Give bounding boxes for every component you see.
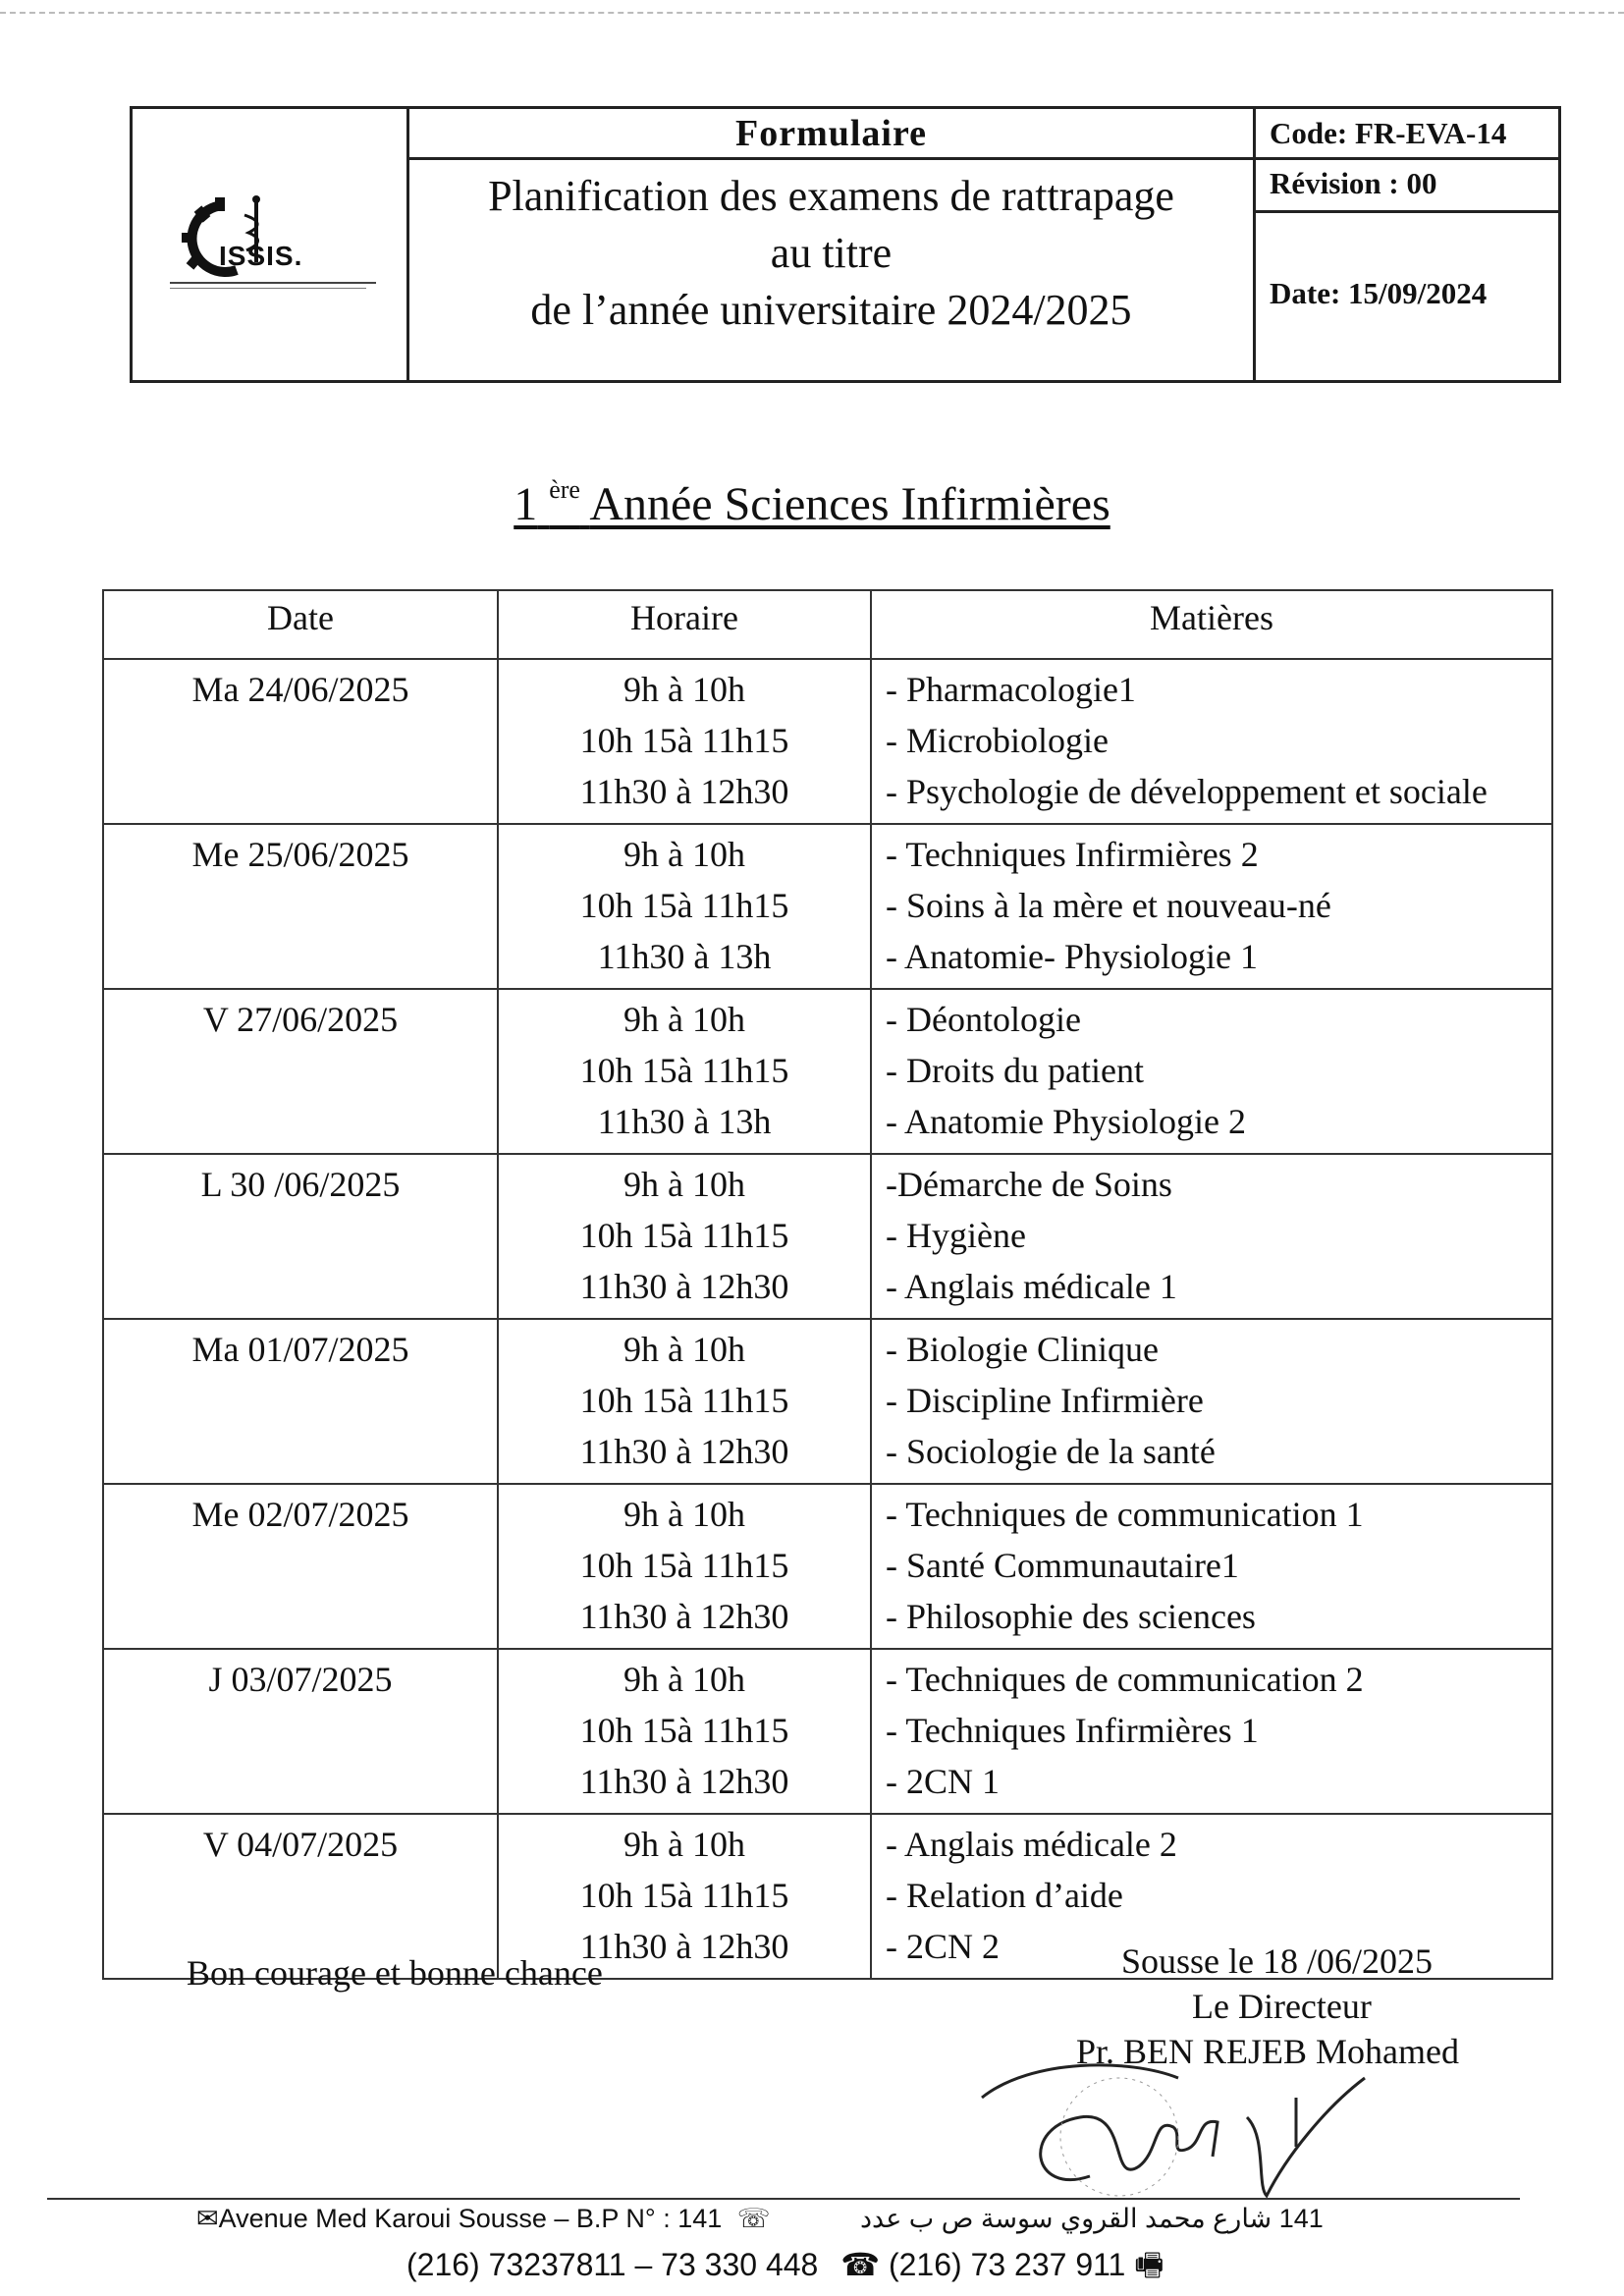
table-row xyxy=(103,1649,1552,1814)
exam-subject: - Sociologie de la santé xyxy=(886,1432,1216,1471)
exam-date: V 04/07/2025 xyxy=(202,1825,399,1864)
cell-matieres xyxy=(871,1319,1552,1484)
cell-matieres xyxy=(871,1649,1552,1814)
exam-date: Me 25/06/2025 xyxy=(191,835,409,874)
cell-horaire xyxy=(498,1154,871,1319)
handwritten-signature-icon xyxy=(972,2039,1384,2215)
exam-subject: - Techniques Infirmières 2 xyxy=(886,835,1259,874)
closing-message: Bon courage et bonne chance xyxy=(187,1953,603,1993)
exam-time: 10h 15à 11h15 xyxy=(579,1051,789,1090)
exam-time: 11h30 à 12h30 xyxy=(579,1267,789,1306)
section-title-text: Année Sciences Infirmières xyxy=(589,478,1110,530)
exam-subject: - Soins à la mère et nouveau-né xyxy=(886,886,1331,925)
document-header xyxy=(130,106,1561,383)
header-horaire: Horaire xyxy=(498,590,871,659)
exam-date: V 27/06/2025 xyxy=(202,1000,399,1039)
top-scan-edge xyxy=(0,12,1624,14)
exam-time: 9h à 10h xyxy=(623,1165,745,1204)
cell-matieres xyxy=(871,1484,1552,1649)
exam-time: 11h30 à 13h xyxy=(597,937,772,976)
table-row xyxy=(103,1154,1552,1319)
exam-subject: - Anatomie- Physiologie 1 xyxy=(886,937,1258,976)
address-text: Avenue Med Karoui Sousse – B.P N° : 141 xyxy=(218,2204,723,2233)
exam-time: 9h à 10h xyxy=(623,670,745,709)
footer-phones xyxy=(406,2243,1164,2296)
cell-date xyxy=(103,1649,498,1814)
header-title-cell xyxy=(409,109,1256,380)
exam-subject: -Démarche de Soins xyxy=(886,1165,1172,1204)
exam-subject: - Techniques Infirmières 1 xyxy=(886,1711,1259,1750)
exam-subject: - Anatomie Physiologie 2 xyxy=(886,1102,1246,1141)
phone-numbers: (216) 73237811 – 73 330 448 xyxy=(406,2247,819,2282)
address-arabic: 141 شارع محمد القروي سوسة ص ب عدد xyxy=(860,2204,1324,2233)
cell-horaire xyxy=(498,1484,871,1649)
cell-date xyxy=(103,1484,498,1649)
exam-time: 11h30 à 12h30 xyxy=(579,1597,789,1636)
exam-time: 11h30 à 13h xyxy=(597,1102,772,1141)
title-line-1: Planification des examens de rattrapage xyxy=(488,172,1174,220)
exam-subject: - Techniques de communication 2 xyxy=(886,1660,1364,1699)
section-title-number: 1 xyxy=(514,478,538,530)
exam-subject: - Pharmacologie1 xyxy=(886,670,1136,709)
header-matieres: Matières xyxy=(871,590,1552,659)
table-row xyxy=(103,659,1552,824)
exam-time: 9h à 10h xyxy=(623,1495,745,1534)
title-line-3: de l’année universitaire 2024/2025 xyxy=(530,286,1132,334)
cell-date xyxy=(103,989,498,1154)
exam-time: 9h à 10h xyxy=(623,835,745,874)
section-title xyxy=(0,475,1624,531)
exam-date: Ma 24/06/2025 xyxy=(191,670,409,709)
exam-time: 11h30 à 12h30 xyxy=(579,772,789,811)
envelope-icon: ✉ xyxy=(196,2204,219,2233)
director-name: Pr. BEN REJEB Mohamed xyxy=(1076,2032,1460,2071)
cell-horaire xyxy=(498,1649,871,1814)
exam-subject: - Discipline Infirmière xyxy=(886,1381,1204,1420)
exam-subject: - Droits du patient xyxy=(886,1051,1144,1090)
phone-icon: ☏ xyxy=(736,2204,771,2233)
cell-date xyxy=(103,1319,498,1484)
cell-matieres xyxy=(871,1154,1552,1319)
cell-matieres xyxy=(871,824,1552,989)
exam-subject: - Déontologie xyxy=(886,1000,1081,1039)
cell-horaire xyxy=(498,1319,871,1484)
exam-subject: - Santé Communautaire1 xyxy=(886,1546,1239,1585)
cell-date xyxy=(103,1154,498,1319)
exam-time: 9h à 10h xyxy=(623,1825,745,1864)
exam-subject: - Relation d’aide xyxy=(886,1876,1123,1915)
cell-horaire xyxy=(498,659,871,824)
table-row xyxy=(103,824,1552,989)
exam-schedule-table xyxy=(102,589,1553,1980)
logo-cell xyxy=(133,109,409,380)
cell-date xyxy=(103,659,498,824)
exam-subject: - Biologie Clinique xyxy=(886,1330,1159,1369)
exam-subject: - 2CN 2 xyxy=(886,1927,1000,1966)
header-meta-cell xyxy=(1256,109,1558,380)
exam-time: 9h à 10h xyxy=(623,1660,745,1699)
exam-time: 11h30 à 12h30 xyxy=(579,1927,789,1966)
cell-matieres xyxy=(871,989,1552,1154)
exam-date: Ma 01/07/2025 xyxy=(191,1330,409,1369)
exam-time: 11h30 à 12h30 xyxy=(579,1432,789,1471)
exam-time: 9h à 10h xyxy=(623,1000,745,1039)
form-label: Formulaire xyxy=(409,109,1253,160)
table-row xyxy=(103,1319,1552,1484)
exam-time: 10h 15à 11h15 xyxy=(579,1381,789,1420)
logo-underline-2 xyxy=(170,288,366,289)
cell-horaire xyxy=(498,824,871,989)
exam-time: 11h30 à 12h30 xyxy=(579,1762,789,1801)
exam-subject: - Techniques de communication 1 xyxy=(886,1495,1364,1534)
printer-icon: 🖷 xyxy=(1134,2247,1164,2282)
exam-time: 10h 15à 11h15 xyxy=(579,1711,789,1750)
exam-subject: - Hygiène xyxy=(886,1216,1026,1255)
exam-time: 10h 15à 11h15 xyxy=(579,1546,789,1585)
title-line-2: au titre xyxy=(770,229,893,277)
exam-date: J 03/07/2025 xyxy=(208,1660,393,1699)
exam-subject: - Anglais médicale 1 xyxy=(886,1267,1177,1306)
form-date: Date: 15/09/2024 xyxy=(1270,276,1488,310)
director-role: Le Directeur xyxy=(1192,1987,1372,2026)
exam-time: 9h à 10h xyxy=(623,1330,745,1369)
logo-underline xyxy=(170,282,376,284)
table-row xyxy=(103,989,1552,1154)
footer-rule xyxy=(47,2198,1520,2200)
table-row xyxy=(103,1484,1552,1649)
exam-subject: - 2CN 1 xyxy=(886,1762,1000,1801)
cell-date xyxy=(103,824,498,989)
section-title-superscript: ère xyxy=(549,475,580,504)
exam-time: 10h 15à 11h15 xyxy=(579,1216,789,1255)
form-revision: Révision : 00 xyxy=(1256,160,1558,213)
footer-address xyxy=(196,2204,1324,2234)
place-date: Sousse le 18 /06/2025 xyxy=(1121,1941,1434,1981)
exam-date: Me 02/07/2025 xyxy=(191,1495,409,1534)
logo-text: ISSIS. xyxy=(219,241,303,271)
exam-subject: - Philosophie des sciences xyxy=(886,1597,1256,1636)
exam-date: L 30 /06/2025 xyxy=(200,1165,401,1204)
cell-horaire xyxy=(498,989,871,1154)
exam-time: 10h 15à 11h15 xyxy=(579,1876,789,1915)
exam-subject: - Psychologie de développement et sociale xyxy=(886,772,1488,811)
fax-number: (216) 73 237 911 xyxy=(888,2247,1126,2282)
exam-time: 10h 15à 11h15 xyxy=(579,886,789,925)
table-header-row xyxy=(103,590,1552,659)
document-title xyxy=(409,160,1253,339)
exam-time: 10h 15à 11h15 xyxy=(579,721,789,760)
form-code: Code: FR-EVA-14 xyxy=(1256,109,1558,160)
exam-subject: - Anglais médicale 2 xyxy=(886,1825,1177,1864)
header-date: Date xyxy=(103,590,498,659)
exam-subject: - Microbiologie xyxy=(886,721,1109,760)
fax-icon: ☎ xyxy=(840,2247,881,2282)
cell-matieres xyxy=(871,659,1552,824)
